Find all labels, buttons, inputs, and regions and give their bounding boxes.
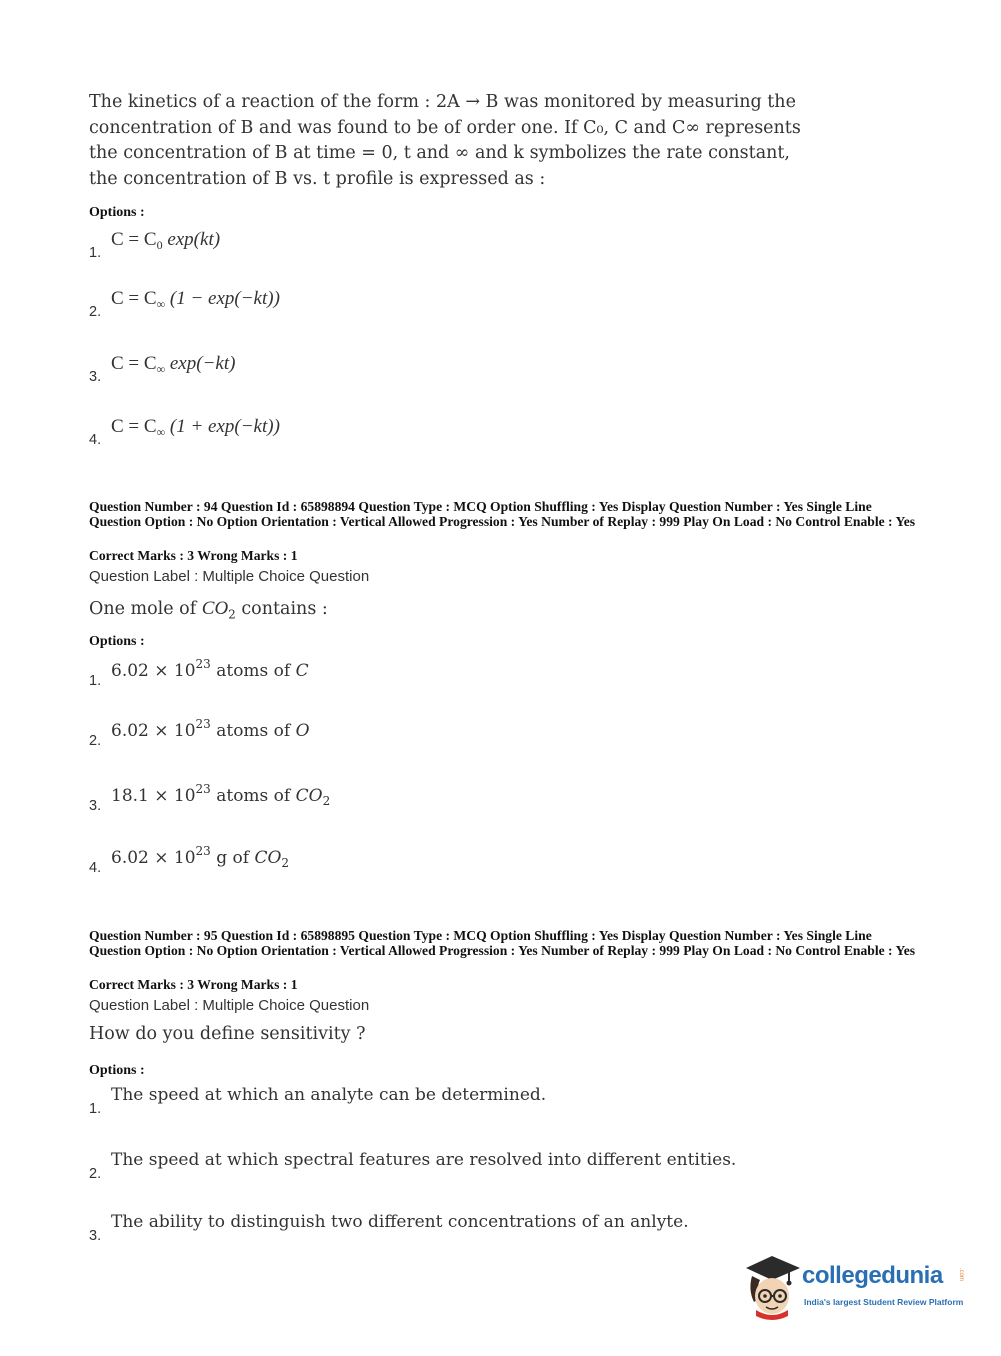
option-expression: $6.02 \times 10^{23}$ g of $CO_2$ <box>111 844 290 870</box>
option-number: 4. <box>89 432 102 448</box>
option-number: 2. <box>89 1166 102 1182</box>
question-94-option-1[interactable] <box>89 657 889 697</box>
question-95-text: How do you define sensitivity ? <box>89 1024 366 1044</box>
option-text: The ability to distinguish two different concentrations of an anlyte. <box>111 1212 689 1232</box>
option-text: The speed at which an analyte can be determined. <box>111 1085 547 1105</box>
question-95-metadata: Question Number : 95 Question Id : 65898895 Question Type : MCQ Option Shuffling : Yes Display Question Number : Yes Single Line Question Option : No Option Orientation : Vertical Allowed Progression : Yes Number of Replay : 999 Play On Load : No Control Enable : Yes <box>89 928 916 958</box>
question-94-marks: Correct Marks : 3 Wrong Marks : 1 <box>89 548 298 563</box>
logo-tagline: India's largest Student Review Platform <box>804 1297 964 1307</box>
question-94-metadata: Question Number : 94 Question Id : 65898894 Question Type : MCQ Option Shuffling : Yes Display Question Number : Yes Single Line Question Option : No Option Orientation : Vertical Allowed Progression : Yes Number of Replay : 999 Play On Load : No Control Enable : Yes <box>89 499 916 529</box>
option-number: 1. <box>89 1101 102 1117</box>
question-95-option-2[interactable] <box>89 1150 889 1190</box>
option-expression: $C = C_\infty$ (1 + exp(−kt)) <box>111 416 280 439</box>
option-number: 1. <box>89 673 102 689</box>
question-94-option-4[interactable] <box>89 844 889 884</box>
mascot-icon <box>742 1250 804 1320</box>
question-93-text: The kinetics of a reaction of the form : 2A → B was monitored by measuring the concentration of B and was found to be of order one. If C₀, C and C∞ represents the concentration of B at time = 0, t and ∞ and k symbolizes the rate constant, the concentration of B vs. t profile is expressed as : <box>89 92 801 189</box>
question-95-options-label: Options : <box>89 1063 145 1078</box>
option-expression: $6.02 \times 10^{23}$ atoms of C <box>111 657 309 681</box>
option-number: 2. <box>89 304 102 320</box>
option-text: The speed at which spectral features are resolved into different entities. <box>111 1150 737 1170</box>
question-93-option-4[interactable] <box>89 416 889 456</box>
option-number: 1. <box>89 245 102 261</box>
option-number: 3. <box>89 798 102 814</box>
question-95-option-3[interactable] <box>89 1212 889 1252</box>
question-94-text: One mole of $CO_2$ contains : <box>89 598 328 622</box>
option-expression: $18.1 \times 10^{23}$ atoms of $CO_2$ <box>111 782 331 808</box>
question-95-option-1[interactable] <box>89 1085 889 1125</box>
option-number: 4. <box>89 860 102 876</box>
question-95-marks: Correct Marks : 3 Wrong Marks : 1 <box>89 977 298 992</box>
question-94-option-2[interactable] <box>89 717 889 757</box>
option-number: 3. <box>89 1228 102 1244</box>
question-94-label: Question Label : Multiple Choice Question <box>89 568 370 585</box>
question-93-option-1[interactable] <box>89 229 889 269</box>
option-expression: $C = C_\infty$ exp(−kt) <box>111 353 236 376</box>
logo-name: collegedunia <box>802 1262 943 1289</box>
question-93-option-3[interactable] <box>89 353 889 393</box>
option-expression: $C = C_\infty$ (1 − exp(−kt)) <box>111 288 280 311</box>
question-93-options-label: Options : <box>89 205 145 220</box>
option-number: 3. <box>89 369 102 385</box>
option-expression: $C = C_0$ exp(kt) <box>111 229 221 252</box>
question-95-label: Question Label : Multiple Choice Question <box>89 997 370 1014</box>
logo-domain: .com <box>958 1268 964 1282</box>
option-number: 2. <box>89 733 102 749</box>
question-94-option-3[interactable] <box>89 782 889 822</box>
option-expression: $6.02 \times 10^{23}$ atoms of O <box>111 717 310 741</box>
question-94-options-label: Options : <box>89 634 145 649</box>
question-93-option-2[interactable] <box>89 288 889 328</box>
collegedunia-logo[interactable] <box>742 1250 972 1322</box>
